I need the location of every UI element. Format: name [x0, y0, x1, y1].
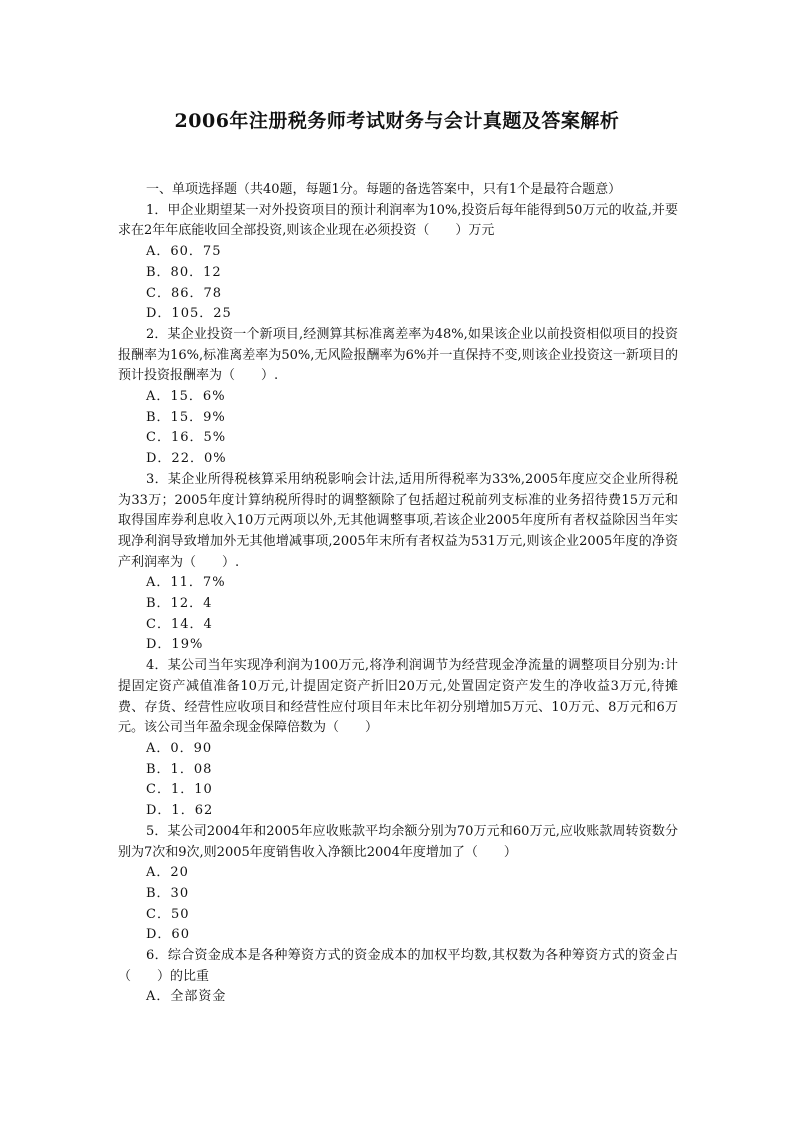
option-a: A．60．75 [146, 244, 222, 260]
option-a: A．0．90 [146, 740, 213, 756]
question-text: 2．某企业投资一个新项目,经测算其标准离差率为48%,如果该企业以前投资相似项目的投资报酬率为16%,标准离差率为50%,无风险报酬率为6%并一直保持不变,则该企业投资这一新项目的预计投资报酬率为（ ）. [118, 326, 678, 384]
question-4 [118, 656, 678, 822]
option-a: A．15．6% [146, 389, 226, 405]
option-c: C．16．5% [146, 430, 227, 446]
option-b: B．30 [146, 885, 190, 901]
question-text: 1．甲企业期望某一对外投资项目的预计利润率为10%,投资后每年能得到50万元的收益,并要求在2年年底能收回全部投资,则该企业现在必须投资（ ）万元 [118, 202, 678, 239]
option-b: B．12．4 [146, 596, 213, 612]
question-text: 4．某公司当年实现净利润为100万元,将净利润调节为经营现金净流量的调整项目分别为:计提固定资产减值准备10万元,计提固定资产折旧20万元,处置固定资产发生的净收益3万元,待摊费、存货、经营性应收项目和经营性应付项目年末比年初分别增加5万元、10万元、8万元和6万元。该公司当年盈余现金保障倍数为（ ） [118, 658, 678, 736]
option-a: A．全部资金 [146, 989, 227, 1005]
option-d: D．105．25 [146, 306, 232, 322]
option-b: B．15．9% [146, 409, 226, 425]
option-c: C．1．10 [146, 782, 213, 798]
option-d: D．60 [146, 927, 190, 943]
option-c: C．14．4 [146, 616, 213, 632]
option-d: D．1．62 [146, 803, 214, 819]
document-body [118, 180, 678, 1008]
option-d: D．22．0% [146, 451, 227, 467]
question-text: 5．某公司2004年和2005年应收账款平均余额分别为70万元和60万元,应收账款周转资数分别为7次和9次,则2005年度销售收入净额比2004年度增加了（ ） [118, 823, 678, 860]
section-heading: 一、单项选择题（共40题，每题1分。每题的备选答案中，只有1个是最符合题意） [146, 182, 622, 197]
option-a: A．11．7% [146, 575, 226, 591]
question-text: 6．综合资金成本是各种筹资方式的资金成本的加权平均数,其权数为各种筹资方式的资金占（ ）的比重 [118, 948, 678, 984]
document-title: 2006年注册税务师考试财务与会计真题及答案解析 [174, 110, 620, 132]
question-1 [118, 201, 678, 325]
question-6 [118, 946, 678, 1008]
option-b: B．80．12 [146, 264, 222, 280]
option-c: C．50 [146, 906, 190, 922]
question-3 [118, 470, 678, 656]
option-a: A．20 [146, 865, 189, 881]
option-c: C．86．78 [146, 285, 223, 301]
question-5 [118, 822, 678, 946]
question-text: 3．某企业所得税核算采用纳税影响会计法,适用所得税率为33%,2005年度应交企业所得税为33万；2005年度计算纳税所得时的调整额除了包括超过税前列支标准的业务招待费15万元和取得国库券利息收入10万元两项以外,无其他调整事项,若该企业2005年度所有者权益除因当年实现净利润导致增加外无其他增减事项,2005年末所有者权益为531万元,则该企业2005年度的净资产利润率为（ ）. [118, 471, 678, 570]
option-d: D．19% [146, 637, 204, 653]
option-b: B．1．08 [146, 761, 213, 777]
question-2 [118, 325, 678, 470]
